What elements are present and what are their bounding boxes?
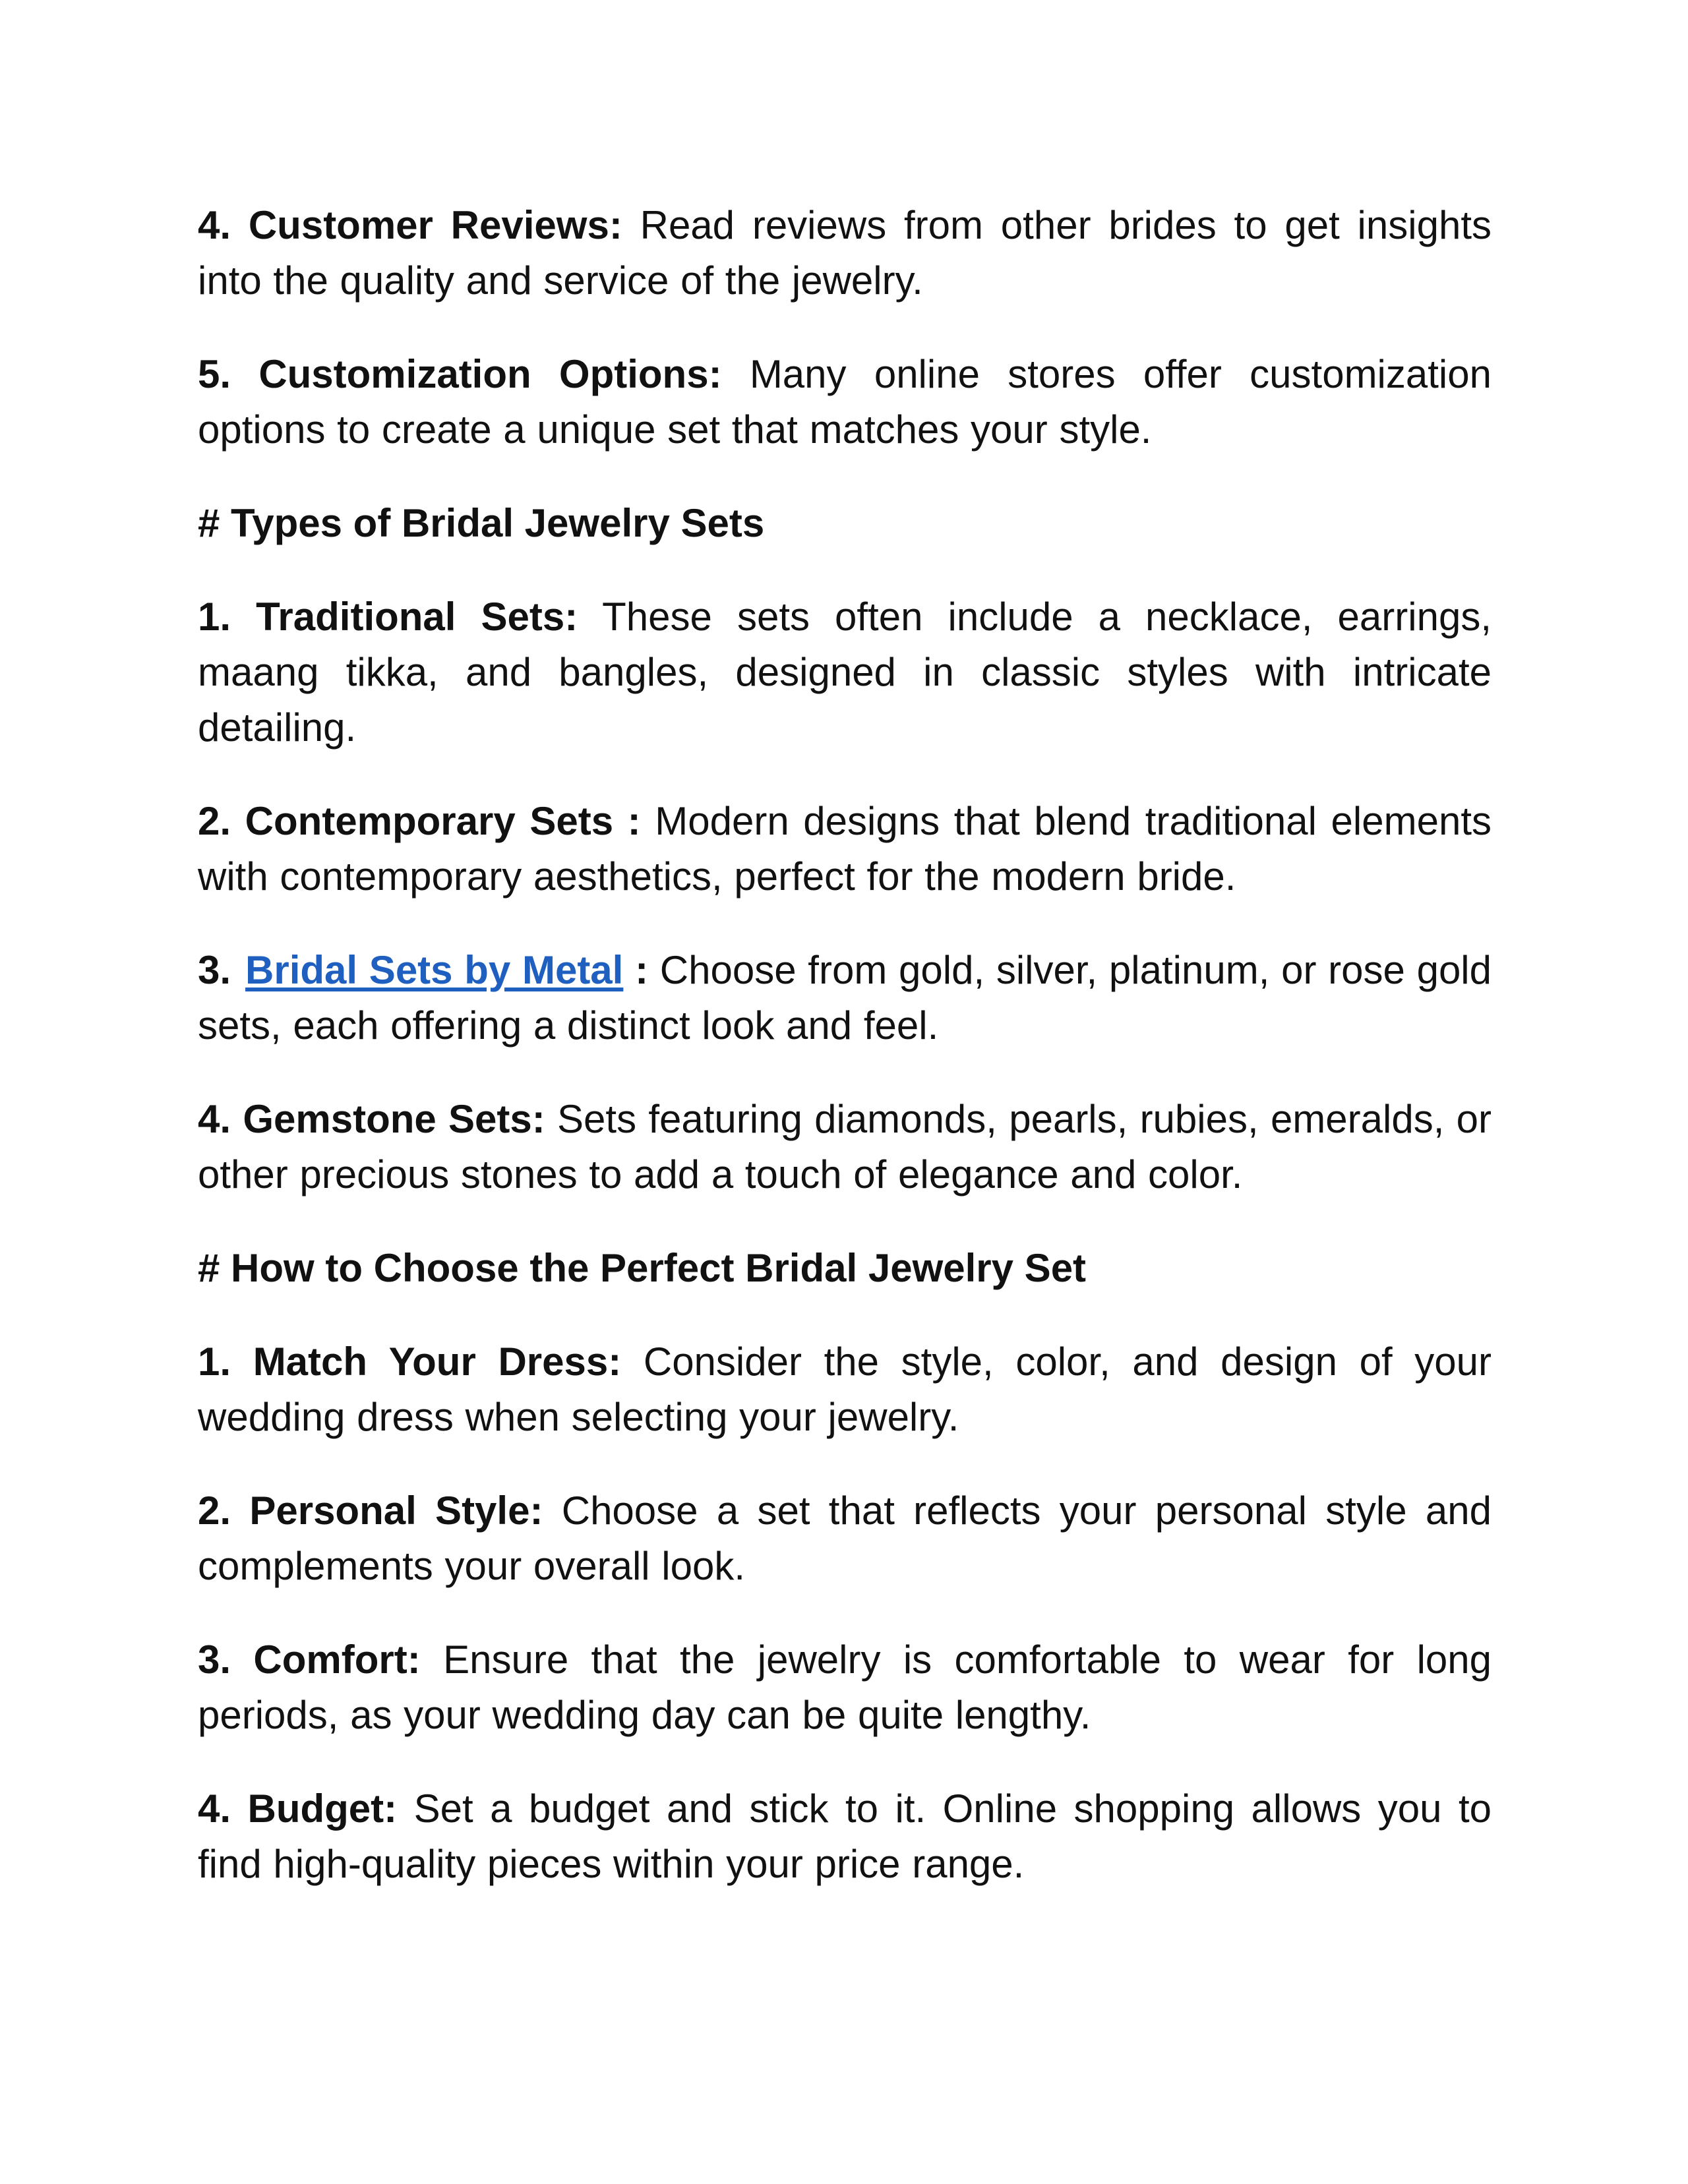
list-item-traditional-sets <box>198 589 1492 755</box>
item-number: 4. <box>198 203 231 247</box>
document-page <box>198 198 1492 1930</box>
item-number: 3. <box>198 1638 231 1682</box>
item-text: Many online stores offer customization options to create a unique set that matches your style. <box>198 352 1492 452</box>
list-item-budget <box>198 1781 1492 1892</box>
item-number: 3. <box>198 948 231 992</box>
list-item-customization-options <box>198 347 1492 457</box>
item-text: Choose from gold, silver, platinum, or rose gold sets, each offering a distinct look and feel. <box>198 948 1492 1048</box>
item-text: Ensure that the jewelry is comfortable to wear for long periods, as your wedding day can be quite lengthy. <box>198 1638 1492 1737</box>
item-title: Budget: <box>247 1786 398 1831</box>
item-title: Comfort: <box>253 1638 421 1682</box>
item-title: Personal Style: <box>249 1489 543 1533</box>
item-title: Customer Reviews: <box>248 203 622 247</box>
list-item-comfort <box>198 1632 1492 1743</box>
item-text: These sets often include a necklace, earrings, maang tikka, and bangles, designed in classic styles with intricate detailing. <box>198 595 1492 750</box>
item-number: 2. <box>198 799 231 843</box>
item-text: Modern designs that blend traditional elements with contemporary aesthetics, perfect for the modern bride. <box>198 799 1492 899</box>
item-title: : <box>623 948 649 992</box>
list-item-customer-reviews <box>198 198 1492 309</box>
item-text: Consider the style, color, and design of your wedding dress when selecting your jewelry. <box>198 1340 1492 1439</box>
item-text: Sets featuring diamonds, pearls, rubies, emeralds, or other precious stones to add a touch of elegance and color. <box>198 1097 1492 1196</box>
list-item-personal-style <box>198 1483 1492 1594</box>
item-number: 2. <box>198 1489 231 1533</box>
item-text: Read reviews from other brides to get insights into the quality and service of the jewelry. <box>198 203 1492 303</box>
section-heading-types: # Types of Bridal Jewelry Sets <box>198 501 765 545</box>
item-text: Set a budget and stick to it. Online shopping allows you to find high-quality pieces within your price range. <box>198 1786 1492 1886</box>
section-heading-how-to-choose: # How to Choose the Perfect Bridal Jewelry Set <box>198 1246 1087 1290</box>
item-number: 1. <box>198 595 231 639</box>
list-item-match-your-dress <box>198 1334 1492 1445</box>
item-title: Match Your Dress: <box>253 1340 622 1384</box>
bridal-sets-by-metal-link[interactable]: Bridal Sets by Metal <box>245 948 624 992</box>
list-item-contemporary-sets <box>198 794 1492 904</box>
item-text: Choose a set that reflects your personal style and complements your overall look. <box>198 1489 1492 1588</box>
item-title: Traditional Sets: <box>256 595 578 639</box>
item-number: 1. <box>198 1340 231 1384</box>
item-title: Contemporary Sets : <box>245 799 641 843</box>
list-item-bridal-sets-by-metal <box>198 943 1492 1053</box>
item-number: 4. <box>198 1097 231 1141</box>
item-number: 4. <box>198 1786 231 1831</box>
list-item-gemstone-sets <box>198 1092 1492 1202</box>
item-number: 5. <box>198 352 231 396</box>
item-title: Customization Options: <box>258 352 722 396</box>
item-title: Gemstone Sets: <box>243 1097 545 1141</box>
